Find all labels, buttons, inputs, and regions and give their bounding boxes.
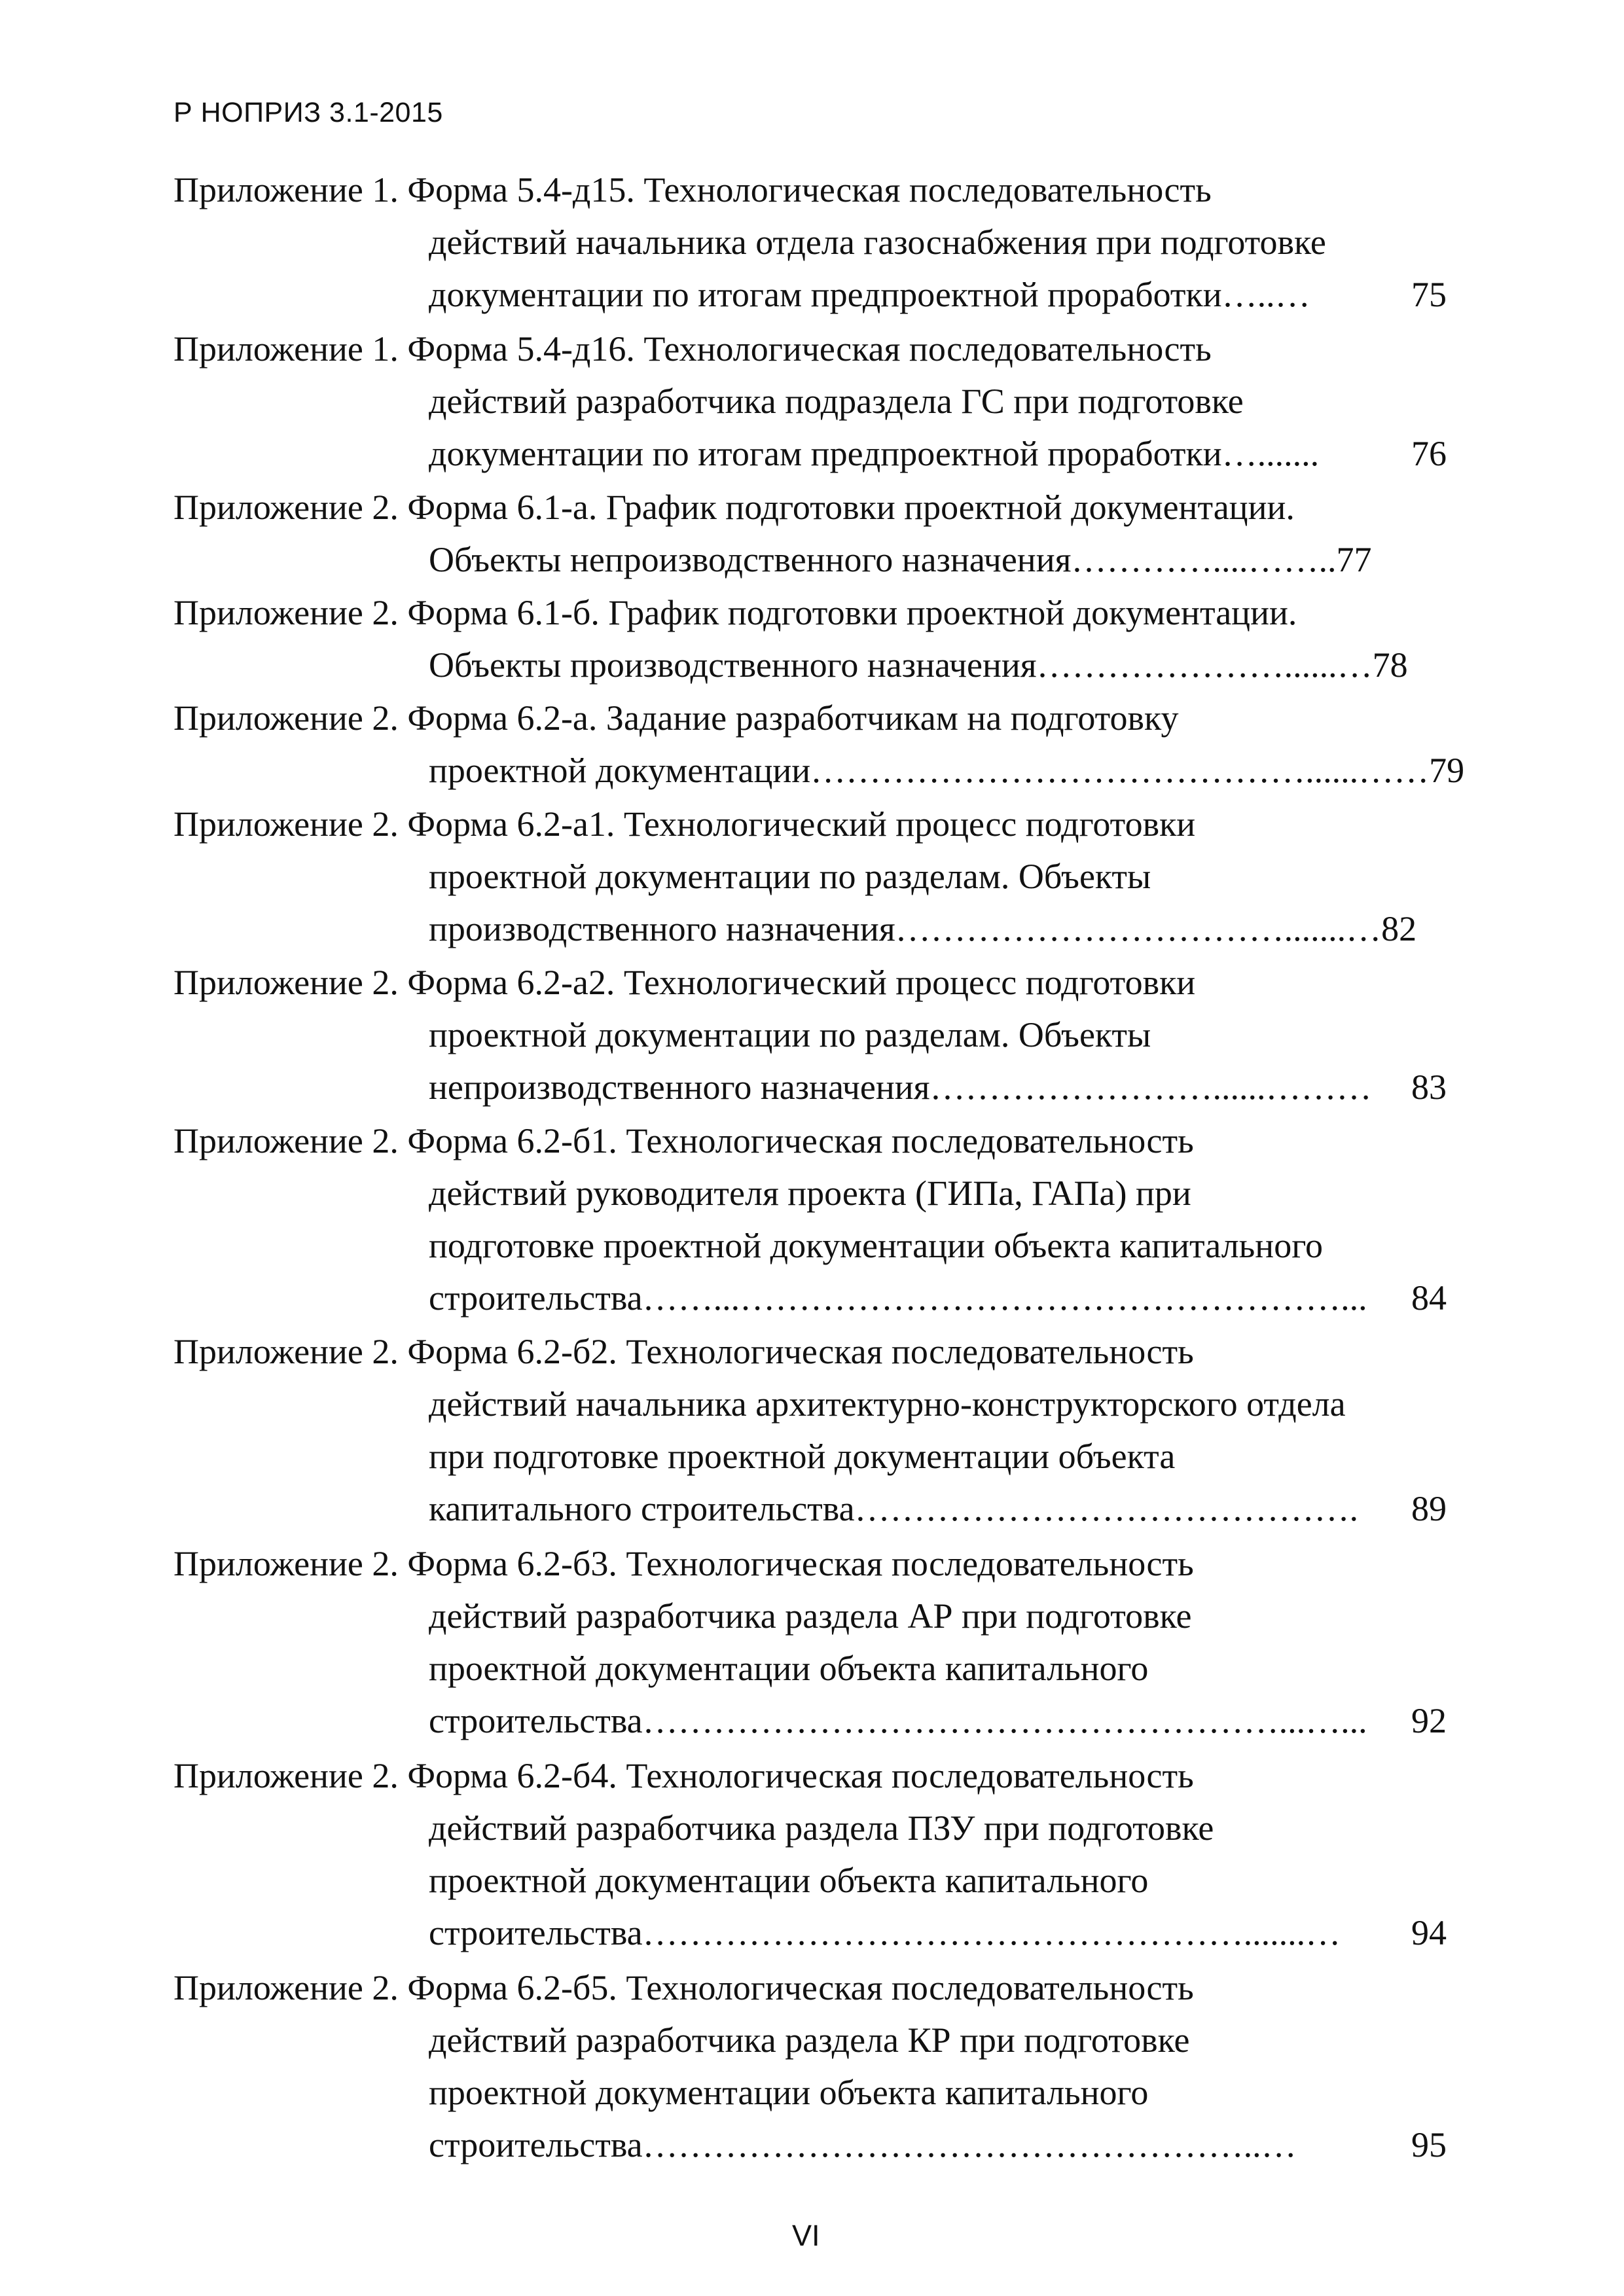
- toc-line-text: Приложение 2. Форма 6.2-б3. Технологическая последовательность: [173, 1544, 1194, 1583]
- toc-entry-line: [173, 1968, 1447, 2007]
- toc-entry-line: [429, 223, 1447, 262]
- toc-entry-line: [429, 434, 1447, 473]
- toc-entry-line: [429, 1913, 1447, 1952]
- toc-line-text: при подготовке проектной документации объекта: [429, 1437, 1176, 1476]
- toc-line-text: проектной документации объекта капитального: [429, 1861, 1149, 1900]
- toc-line-text: строительства……...……………………………………………...: [429, 1278, 1367, 1318]
- toc-entry-line: [429, 1067, 1447, 1107]
- toc-entry-line: [429, 1174, 1447, 1213]
- toc-entry-line: [429, 1489, 1447, 1528]
- toc-page-number: 89: [1411, 1489, 1447, 1528]
- toc-entry-line: [173, 963, 1447, 1002]
- toc-line-text: строительства……………………………………………..…: [429, 2125, 1297, 2164]
- toc-entry-line: [429, 2125, 1447, 2164]
- toc-line-text: действий руководителя проекта (ГИПа, ГАПа) при: [429, 1174, 1191, 1213]
- toc-line-text: проектной документации по разделам. Объекты: [429, 1015, 1151, 1054]
- toc-line-text: Приложение 2. Форма 6.2-а2. Технологический процесс подготовки: [173, 963, 1196, 1002]
- toc-line-text: действий разработчика раздела КР при подготовке: [429, 2020, 1190, 2060]
- toc-entry-line: [429, 382, 1447, 421]
- toc-entry-line: [429, 1861, 1447, 1900]
- toc-page-number: 95: [1411, 2125, 1447, 2164]
- toc-line-text: документации по итогам предпроектной проработки…..…: [429, 275, 1310, 314]
- toc-entry-line: [173, 593, 1447, 632]
- toc-line-text: Приложение 2. Форма 6.2-б5. Технологическая последовательность: [173, 1968, 1194, 2007]
- page-number-footer: VI: [792, 2219, 820, 2252]
- toc-line-text: действий разработчика раздела АР при подготовке: [429, 1596, 1192, 1636]
- toc-entry-line: [429, 1808, 1447, 1848]
- toc-entry-line: [429, 2020, 1447, 2060]
- document-code-header: Р НОПРИЗ 3.1-2015: [173, 97, 443, 128]
- toc-line-text: подготовке проектной документации объекта капитального: [429, 1226, 1324, 1265]
- toc-line-text: проектной документации по разделам. Объекты: [429, 857, 1151, 896]
- toc-entry-line: [173, 1121, 1447, 1160]
- toc-entry-line: [429, 1649, 1447, 1688]
- toc-page-number: 75: [1411, 275, 1447, 314]
- toc-entry-line: [173, 1756, 1447, 1795]
- toc-entry-line: [173, 804, 1447, 844]
- toc-line-text: непроизводственного назначения……………………......………: [429, 1067, 1372, 1107]
- toc-line-text: Приложение 2. Форма 6.2-б1. Технологическая последовательность: [173, 1121, 1194, 1160]
- toc-line-text: строительства………………………………………………...…...: [429, 1701, 1367, 1740]
- toc-entry-line: [429, 1226, 1447, 1265]
- toc-line-text: Приложение 1. Форма 5.4-д16. Технологическая последовательность: [173, 329, 1212, 368]
- toc-entry-line: [429, 275, 1447, 314]
- toc-line-text: действий начальника отдела газоснабжения при подготовке: [429, 223, 1326, 262]
- toc-entry-line: [173, 698, 1447, 738]
- toc-line-text: капитального строительства…………………………………….: [429, 1489, 1359, 1528]
- toc-entry-line: [429, 1384, 1447, 1424]
- toc-line-text: действий разработчика раздела ПЗУ при подготовке: [429, 1808, 1214, 1848]
- toc-entry-line: [173, 1332, 1447, 1371]
- toc-page-number: 83: [1411, 1067, 1447, 1107]
- toc-entry-line: [429, 1278, 1447, 1318]
- toc-line-text: документации по итогам предпроектной проработки….......: [429, 434, 1320, 473]
- toc-entry-line: [429, 751, 1465, 790]
- toc-entry-line: [429, 1596, 1447, 1636]
- toc-line-text: Объекты производственного назначения…………………......…78: [429, 645, 1408, 685]
- toc-line-text: производственного назначения…………………………….......…82: [429, 909, 1417, 948]
- toc-entry-line: [173, 1544, 1447, 1583]
- toc-line-text: Объекты непроизводственного назначения…………....……..77: [429, 540, 1372, 579]
- toc-line-text: Приложение 1. Форма 5.4-д15. Технологическая последовательность: [173, 170, 1212, 209]
- toc-entry-line: [429, 1015, 1447, 1054]
- toc-page-number: 94: [1411, 1913, 1447, 1952]
- toc-line-text: проектной документации……………………………………......……79: [429, 751, 1465, 790]
- toc-page-number: 84: [1411, 1278, 1447, 1318]
- toc-line-text: проектной документации объекта капитального: [429, 1649, 1149, 1688]
- toc-line-text: Приложение 2. Форма 6.1-б. График подготовки проектной документации.: [173, 593, 1297, 632]
- toc-entry-line: [429, 1437, 1447, 1476]
- toc-line-text: действий начальника архитектурно-конструкторского отдела: [429, 1384, 1346, 1424]
- toc-entry-line: [173, 488, 1447, 527]
- toc-entry-line: [173, 329, 1447, 368]
- toc-line-text: проектной документации объекта капитального: [429, 2073, 1149, 2112]
- toc-line-text: Приложение 2. Форма 6.1-а. График подготовки проектной документации.: [173, 488, 1295, 527]
- toc-line-text: Приложение 2. Форма 6.2-б2. Технологическая последовательность: [173, 1332, 1194, 1371]
- toc-line-text: строительства…………………………………………….......…: [429, 1913, 1341, 1952]
- toc-line-text: действий разработчика подраздела ГС при подготовке: [429, 382, 1244, 421]
- toc-line-text: Приложение 2. Форма 6.2-а1. Технологический процесс подготовки: [173, 804, 1196, 844]
- toc-entry-line: [429, 909, 1447, 948]
- toc-entry-line: [429, 1701, 1447, 1740]
- toc-entry-line: [429, 2073, 1447, 2112]
- toc-page-number: 92: [1411, 1701, 1447, 1740]
- toc-entry-line: [429, 857, 1447, 896]
- toc-entry-line: [429, 645, 1447, 685]
- toc-entry-line: [429, 540, 1447, 579]
- toc-page-number: 76: [1411, 434, 1447, 473]
- toc-line-text: Приложение 2. Форма 6.2-б4. Технологическая последовательность: [173, 1756, 1194, 1795]
- toc-line-text: Приложение 2. Форма 6.2-а. Задание разработчикам на подготовку: [173, 698, 1179, 738]
- toc-entry-line: [173, 170, 1447, 209]
